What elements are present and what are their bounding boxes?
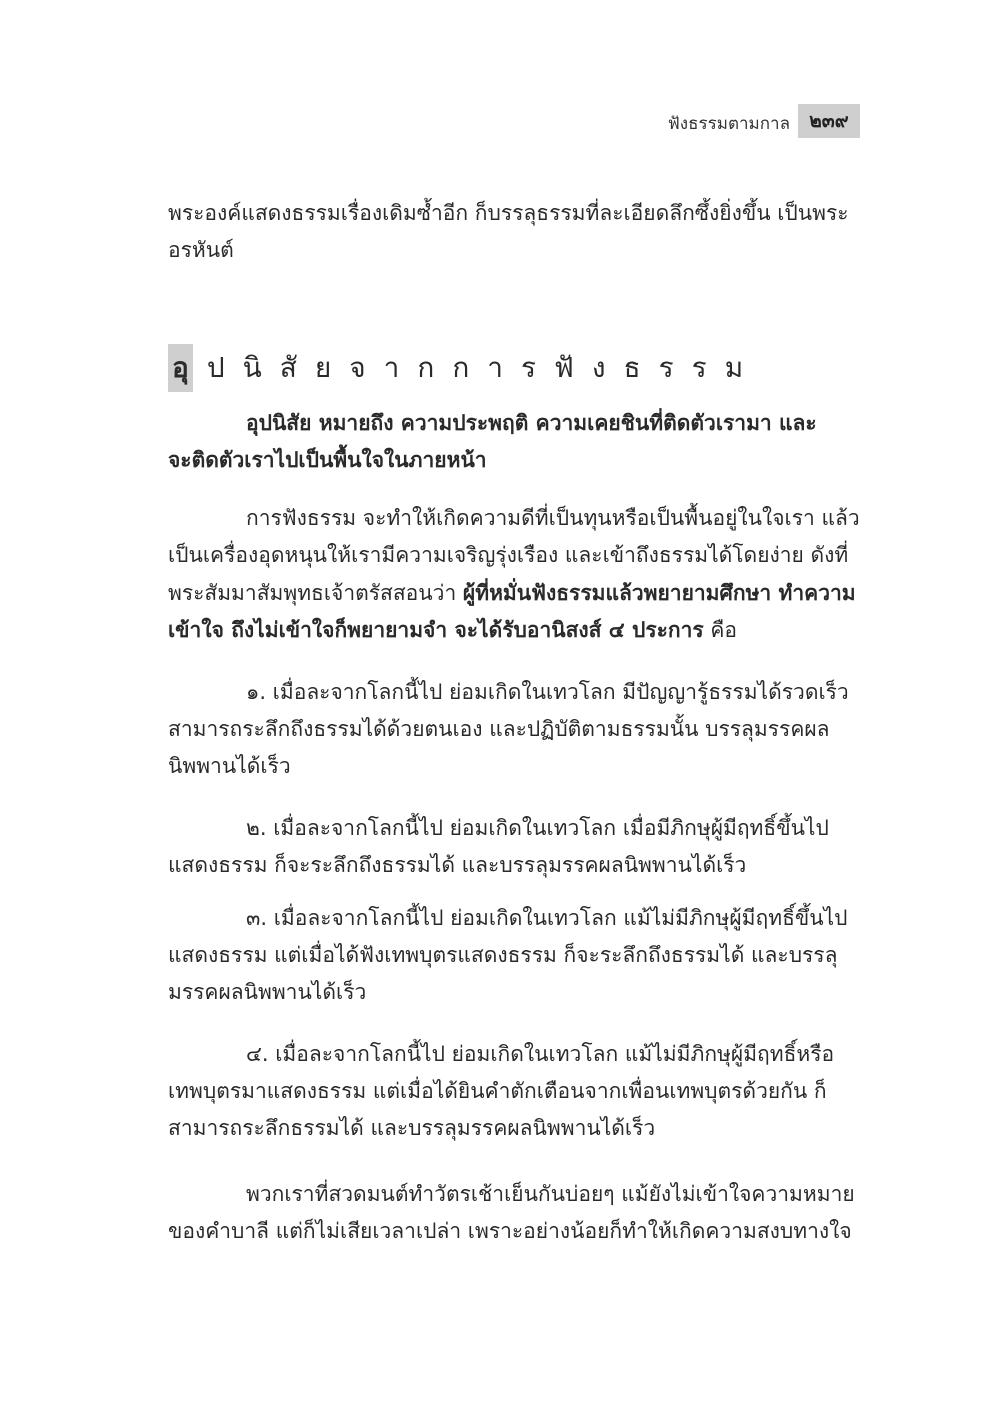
item3-line-1: ๓. เมื่อละจากโลกนี้ไป ย่อมเกิดในเทวโลก แม้ไม่มีภิกษุผู้มีฤทธิ์ขึ้นไป [246, 906, 848, 930]
intro-line-2: อรหันต์ [168, 238, 234, 262]
page-number: ๒๓๙ [798, 104, 860, 138]
list-item-3 [168, 900, 860, 1011]
item3-line-2: แสดงธรรม แต่เมื่อได้ฟังเทพบุตรแสดงธรรม ก็จะระลึกถึงธรรมได้ และบรรลุ [168, 943, 838, 967]
item2-line-2: แสดงธรรม ก็จะระลึกถึงธรรมได้ และบรรลุมรรคผลนิพพานได้เร็ว [168, 853, 747, 877]
p2-line-2: ของคำบาลี แต่ก็ไม่เสียเวลาเปล่า เพราะอย่างน้อยก็ทำให้เกิดความสงบทางใจ [168, 1219, 852, 1243]
paragraph-2 [168, 1176, 860, 1250]
p1-line-3-plain: พระสัมมาสัมพุทธเจ้าตรัสสอนว่า [168, 581, 463, 605]
item2-line-1: ๒. เมื่อละจากโลกนี้ไป ย่อมเกิดในเทวโลก เมื่อมีภิกษุผู้มีฤทธิ์ขึ้นไป [246, 816, 829, 840]
p2-line-1: พวกเราที่สวดมนต์ทำวัตรเช้าเย็นกันบ่อยๆ แม้ยังไม่เข้าใจความหมาย [246, 1182, 855, 1206]
list-item-2 [168, 810, 860, 884]
definition-paragraph [168, 404, 860, 478]
paragraph-1 [168, 500, 860, 648]
p1-line-1: การฟังธรรม จะทำให้เกิดความดีที่เป็นทุนหรือเป็นพื้นอยู่ในใจเรา แล้ว [246, 506, 860, 530]
section-heading-rest: ปนิสัยจากการฟังธรรม [206, 351, 762, 384]
item1-line-1: ๑. เมื่อละจากโลกนี้ไป ย่อมเกิดในเทวโลก มีปัญญารู้ธรรมได้รวดเร็ว [246, 680, 849, 704]
list-item-4 [168, 1036, 860, 1147]
item4-line-3: สามารถระลึกธรรมได้ และบรรลุมรรคผลนิพพานได้เร็ว [168, 1116, 656, 1140]
definition-line-1: อุปนิสัย หมายถึง ความประพฤติ ความเคยชินที่ติดตัวเรามา และ [246, 410, 817, 435]
running-header [0, 104, 860, 140]
section-heading [168, 348, 761, 388]
p1-line-4-bold: เข้าใจ ถึงไม่เข้าใจก็พยายามจำ จะได้รับอานิสงส์ ๔ ประการ [168, 617, 704, 642]
definition-line-2: จะติดตัวเราไปเป็นพื้นใจในภายหน้า [168, 447, 487, 472]
item1-line-2: สามารถระลึกถึงธรรมได้ด้วยตนเอง และปฏิบัติตามธรรมนั้น บรรลุมรรคผล [168, 717, 830, 741]
p1-line-3 [168, 574, 860, 611]
item4-line-1: ๔. เมื่อละจากโลกนี้ไป ย่อมเกิดในเทวโลก แม้ไม่มีภิกษุผู้มีฤทธิ์หรือ [246, 1042, 835, 1066]
section-heading-first: อุ [168, 344, 193, 392]
p1-line-3-bold: ผู้ที่หมั่นฟังธรรมแล้วพยายามศึกษา ทำความ [462, 580, 856, 605]
list-item-1 [168, 674, 860, 785]
p1-line-4 [168, 611, 860, 648]
item3-line-3: มรรคผลนิพพานได้เร็ว [168, 980, 367, 1004]
intro-paragraph [168, 195, 860, 269]
intro-line-1: พระองค์แสดงธรรมเรื่องเดิมซ้ำอีก ก็บรรลุธรรมที่ละเอียดลึกซึ้งยิ่งขึ้น เป็นพระ [168, 201, 849, 225]
item4-line-2: เทพบุตรมาแสดงธรรม แต่เมื่อได้ยินคำตักเตือนจากเพื่อนเทพบุตรด้วยกัน ก็ [168, 1079, 827, 1103]
p1-line-4-plain: คือ [703, 618, 738, 642]
book-title: ฟังธรรมตามกาล [667, 114, 790, 134]
item1-line-3: นิพพานได้เร็ว [168, 754, 291, 778]
p1-line-2: เป็นเครื่องอุดหนุนให้เรามีความเจริญรุ่งเรือง และเข้าถึงธรรมได้โดยง่าย ดังที่ [168, 543, 849, 567]
